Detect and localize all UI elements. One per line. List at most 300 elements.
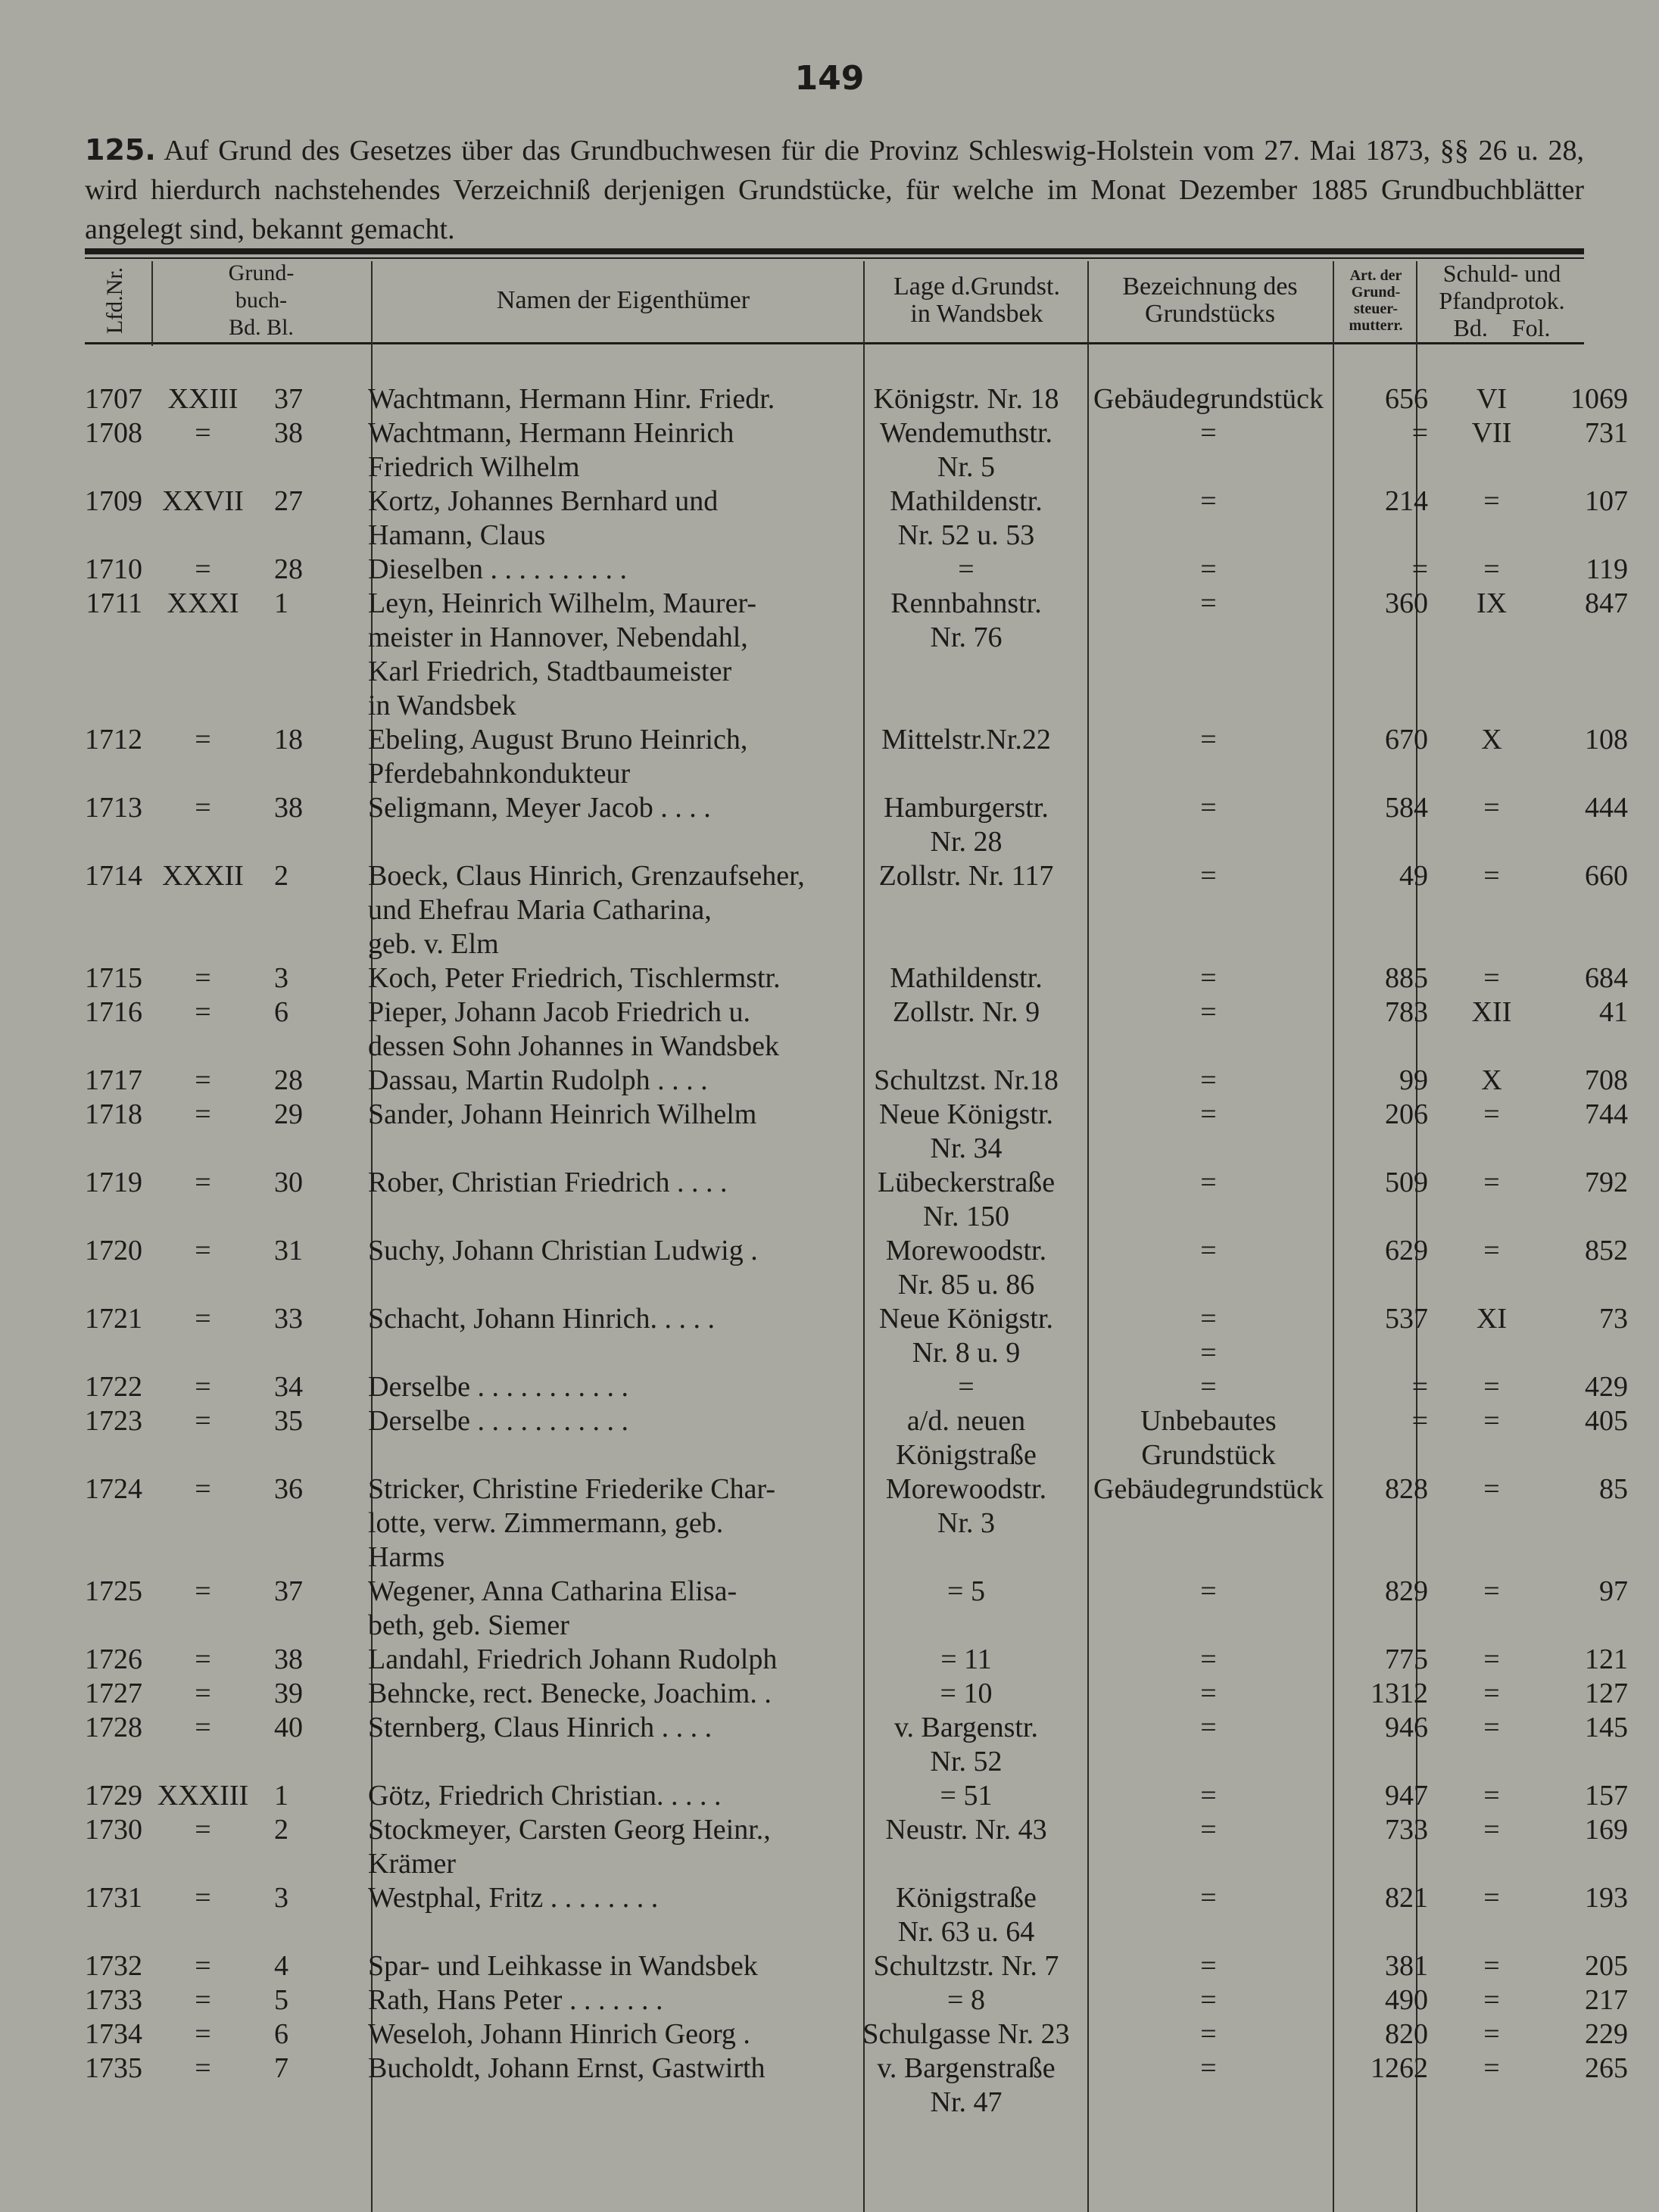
owner-name: Dassau, Martin Rudolph . . . . [368,1064,708,1096]
property-location: = 8 [947,1984,985,2016]
property-location: Schultzst. Nr.18 [874,1064,1059,1096]
schuld-folio: 217 [1585,1984,1628,2016]
row-number: 1734 [85,2018,142,2050]
header-lfd-nr-label: Lfd.Nr. [102,266,128,335]
schuld-band: = [1483,1984,1500,2016]
tax-article: 821 [1385,1882,1428,1914]
schuld-folio: 145 [1585,1712,1628,1743]
schuld-band: = [1483,1405,1500,1437]
schuld-folio: 744 [1585,1098,1628,1130]
grundbuch-band: = [195,1712,211,1743]
owner-name: Wegener, Anna Catharina Elisa- beth, geb. Siemer [368,1575,738,1641]
grundbuch-blatt: 1 [274,587,288,619]
schuld-folio: 731 [1585,417,1628,449]
header-lfd-nr [85,263,145,338]
property-location: Morewoodstr. Nr. 85 u. 86 [885,1235,1047,1301]
schuld-folio: 121 [1585,1643,1628,1675]
schuld-folio: 847 [1585,587,1628,619]
grundbuch-blatt: 7 [274,2052,288,2084]
tax-article: 820 [1385,2018,1428,2050]
grundbuch-blatt: 33 [274,1303,303,1335]
schuld-folio: 85 [1599,1473,1628,1505]
property-location: Schulgasse Nr. 23 [862,2018,1070,2050]
property-designation: = [1200,996,1217,1028]
grundbuch-band: = [195,553,211,585]
grundbuch-band: XXVII [162,485,244,517]
header-top-rule [85,248,1584,254]
schuld-band: XII [1471,996,1512,1028]
header-artikel: Art. der Grund- steuer- mutterr. [1349,267,1403,334]
property-designation: = [1200,587,1217,619]
schuld-folio: 1069 [1570,383,1628,415]
grundbuch-blatt: 5 [274,1984,288,2016]
row-number: 1716 [85,996,142,1028]
row-number: 1729 [85,1780,142,1812]
owner-name: Rober, Christian Friedrich . . . . [368,1167,728,1198]
tax-article: 381 [1385,1950,1428,1982]
schuld-folio: 169 [1585,1814,1628,1846]
property-designation: = [1200,1712,1217,1743]
header-bezeichnung: Bezeichnung des Grundstücks [1122,273,1298,328]
property-designation: = [1200,417,1217,449]
owner-name: Koch, Peter Friedrich, Tischlermstr. [368,962,781,994]
grundbuch-blatt: 6 [274,996,288,1028]
notice-text: Auf Grund des Gesetzes über das Grundbuchwesen für die Provinz Schleswig-Holstein vom 27. Mai 1873, §§ 26 u. 28, wird hierdurch nachstehendes Verzeichniß derjenigen Grundstücke, für welche im Monat Dezember 1885 Grundbuchblätter angelegt sind, bekannt gemacht. [85,135,1584,245]
table-row [85,961,1636,995]
property-location: Königstr. Nr. 18 [873,383,1059,415]
grundbuch-band: = [195,962,211,994]
schuld-band: = [1483,1473,1500,1505]
grundbuch-band: = [195,1098,211,1130]
tax-article: 829 [1385,1575,1428,1607]
grundbuch-band: = [195,724,211,756]
property-location: Zollstr. Nr. 9 [892,996,1040,1028]
row-number: 1726 [85,1643,142,1675]
schuld-folio: 193 [1585,1882,1628,1914]
row-number: 1709 [85,485,142,517]
property-designation: = [1200,792,1217,824]
page-number: 149 [794,59,865,98]
header-bottom-rule [85,342,1584,344]
owner-name: Westphal, Fritz . . . . . . . . [368,1882,659,1914]
row-number: 1730 [85,1814,142,1846]
property-location: Neue Königstr. Nr. 34 [878,1098,1054,1164]
table-row [85,859,1636,961]
property-designation: = [1200,962,1217,994]
property-designation: = [1200,485,1217,517]
row-number: 1731 [85,1882,142,1914]
row-number: 1715 [85,962,142,994]
table-row [85,1949,1636,1983]
grundbuch-band: = [195,1405,211,1437]
schuld-band: = [1483,2018,1500,2050]
tax-article: = [1411,553,1428,585]
property-designation: Gebäudegrundstück [1093,1473,1324,1505]
table-row [85,1302,1636,1370]
schuld-band: = [1483,1678,1500,1709]
tax-article: = [1411,1405,1428,1437]
tax-article: 656 [1385,383,1428,415]
schuld-band: = [1483,1780,1500,1812]
property-location: Mittelstr.Nr.22 [881,724,1051,756]
property-designation: Gebäudegrundstück [1093,383,1324,415]
grundbuch-band: = [195,1643,211,1675]
table-row [85,1166,1636,1234]
schuld-folio: 229 [1585,2018,1628,2050]
property-designation: = [1200,1882,1217,1914]
property-location: Mathildenstr. [890,962,1043,994]
schuld-folio: 660 [1585,860,1628,892]
property-designation: = [1200,1098,1217,1130]
grundbuch-band: = [195,1814,211,1846]
table-row [85,416,1636,484]
row-number: 1719 [85,1167,142,1198]
owner-name: Derselbe . . . . . . . . . . . [368,1371,629,1403]
schuld-band: = [1483,1575,1500,1607]
schuld-band: X [1481,724,1502,756]
grundbuch-band: = [195,1064,211,1096]
owner-name: Seligmann, Meyer Jacob . . . . [368,792,711,824]
grundbuch-blatt: 36 [274,1473,303,1505]
table-row [85,1234,1636,1302]
owner-name: Pieper, Johann Jacob Friedrich u. dessen Sohn Johannes in Wandsbek [368,996,779,1062]
intro-paragraph [85,130,1584,249]
schuld-folio: 265 [1585,2052,1628,2084]
tax-article: 670 [1385,724,1428,756]
grundbuch-blatt: 27 [274,485,303,517]
property-location: a/d. neuen Königstraße [896,1405,1037,1471]
grundbuch-blatt: 3 [274,962,288,994]
grundbuch-blatt: 31 [274,1235,303,1266]
table-row [85,2052,1636,2120]
schuld-folio: 127 [1585,1678,1628,1709]
tax-article: 584 [1385,792,1428,824]
owner-name: Kortz, Johannes Bernhard und Hamann, Claus [368,485,719,551]
grundbuch-band: = [195,1371,211,1403]
property-designation: = [1200,1064,1217,1096]
schuld-folio: 792 [1585,1167,1628,1198]
row-number: 1712 [85,724,142,756]
property-designation: = [1200,1235,1217,1266]
grundbuch-blatt: 6 [274,2018,288,2050]
owner-name: Boeck, Claus Hinrich, Grenzaufseher, und Ehefrau Maria Catharina, geb. v. Elm [368,860,805,960]
property-designation: = [1200,553,1217,585]
header-thin-rule [85,257,1584,259]
schuld-band: VII [1471,417,1512,449]
table-row [85,587,1636,723]
table-row [85,1064,1636,1098]
table-row [85,791,1636,859]
row-number: 1733 [85,1984,142,2016]
owner-name: Behncke, rect. Benecke, Joachim. . [368,1678,772,1709]
schuld-band: = [1483,485,1500,517]
schuld-band: = [1483,860,1500,892]
notice-number: 125. [85,133,156,167]
table-row [85,382,1636,416]
schuld-band: XI [1476,1303,1508,1335]
grundbuch-blatt: 40 [274,1712,303,1743]
schuld-folio: 108 [1585,724,1628,756]
schuld-folio: 205 [1585,1950,1628,1982]
tax-article: 49 [1399,860,1428,892]
table-row [85,1881,1636,1949]
property-location: = 5 [947,1575,985,1607]
tax-article: 783 [1385,996,1428,1028]
grundbuch-blatt: 39 [274,1678,303,1709]
schuld-band: = [1483,1950,1500,1982]
schuld-band: = [1483,553,1500,585]
tax-article: 1262 [1371,2052,1428,2084]
owner-name: Sternberg, Claus Hinrich . . . . [368,1712,713,1743]
property-designation: = [1200,2052,1217,2084]
property-location: = 51 [940,1780,993,1812]
property-location: v. Bargenstr. Nr. 52 [894,1712,1038,1777]
schuld-folio: 41 [1599,996,1628,1028]
grundbuch-blatt: 28 [274,1064,303,1096]
property-location: Neue Königstr. Nr. 8 u. 9 [878,1303,1054,1369]
grundbuch-band: = [195,1303,211,1335]
grundbuch-band: = [195,1575,211,1607]
owner-name: Spar- und Leihkasse in Wandsbek [368,1950,758,1982]
tax-article: 775 [1385,1643,1428,1675]
tax-article: 490 [1385,1984,1428,2016]
property-location: Hamburgerstr. Nr. 28 [884,792,1049,858]
grundbuch-band: = [195,417,211,449]
schuld-band: = [1483,2052,1500,2084]
header-schuld-pfand: Schuld- und Pfandprotok. Bd. Fol. [1439,260,1565,341]
property-designation: = [1200,1984,1217,2016]
grundbuch-blatt: 38 [274,792,303,824]
tax-article: = [1411,417,1428,449]
property-location: Rennbahnstr. Nr. 76 [890,587,1042,653]
owner-name: Landahl, Friedrich Johann Rudolph [368,1643,778,1675]
row-number: 1710 [85,553,142,585]
grundbuch-band: = [195,1950,211,1982]
schuld-band: = [1483,1882,1500,1914]
grundbuch-band: = [195,996,211,1028]
property-designation: = [1200,1167,1217,1198]
schuld-folio: 684 [1585,962,1628,994]
grundbuch-blatt: 18 [274,724,303,756]
schuld-folio: 107 [1585,485,1628,517]
row-number: 1725 [85,1575,142,1607]
property-location: = [958,1371,975,1403]
schuld-folio: 444 [1585,792,1628,824]
owner-name: Ebeling, August Bruno Heinrich, Pferdebahnkondukteur [368,724,748,790]
table-row [85,2017,1636,2052]
grundbuch-band: = [195,792,211,824]
grundbuch-blatt: 28 [274,553,303,585]
owner-name: Suchy, Johann Christian Ludwig . [368,1235,758,1266]
property-location: = 10 [940,1678,993,1709]
owner-name: Sander, Johann Heinrich Wilhelm [368,1098,757,1130]
table-row [85,1575,1636,1643]
property-designation: = [1200,860,1217,892]
header-namen: Namen der Eigenthümer [496,286,750,314]
table-row [85,1404,1636,1472]
schuld-band: = [1483,962,1500,994]
owner-name: Weseloh, Johann Hinrich Georg . [368,2018,750,2050]
tax-article: 828 [1385,1473,1428,1505]
col-divider-1 [151,261,153,346]
grundbuch-blatt: 3 [274,1882,288,1914]
schuld-folio: 73 [1599,1303,1628,1335]
owner-name: Derselbe . . . . . . . . . . . [368,1405,629,1437]
row-number: 1707 [85,383,142,415]
row-number: 1735 [85,2052,142,2084]
schuld-folio: 119 [1586,553,1628,585]
property-table [85,382,1636,2120]
header-grundbuch: Grund- buch- Bd. Bl. [228,260,295,340]
table-row [85,723,1636,791]
grundbuch-band: = [195,2018,211,2050]
row-number: 1720 [85,1235,142,1266]
property-designation: = [1200,1814,1217,1846]
tax-article: 733 [1385,1814,1428,1846]
property-location: Morewoodstr. Nr. 3 [885,1473,1047,1539]
owner-name: Wachtmann, Hermann Hinr. Friedr. [368,383,775,415]
grundbuch-band: XXXIII [157,1780,249,1812]
tax-article: 206 [1385,1098,1428,1130]
property-designation: = [1200,1950,1217,1982]
property-designation: = [1200,1780,1217,1812]
schuld-band: IX [1476,587,1508,619]
table-row [85,1677,1636,1711]
tax-article: 537 [1385,1303,1428,1335]
tax-article: 946 [1385,1712,1428,1743]
grundbuch-blatt: 35 [274,1405,303,1437]
row-number: 1721 [85,1303,142,1335]
grundbuch-blatt: 37 [274,383,303,415]
schuld-folio: 97 [1599,1575,1628,1607]
property-designation: = [1200,2018,1217,2050]
owner-name: Götz, Friedrich Christian. . . . . [368,1780,722,1812]
owner-name: Leyn, Heinrich Wilhelm, Maurer- meister in Hannover, Nebendahl, Karl Friedrich, Stadtbaumeister in Wandsbek [368,587,756,721]
property-location: Wendemuthstr. Nr. 5 [879,417,1053,483]
row-number: 1718 [85,1098,142,1130]
schuld-band: = [1483,1371,1500,1403]
header-lage: Lage d.Grundst. in Wandsbek [893,273,1060,328]
table-row [85,553,1636,587]
tax-article: 99 [1399,1064,1428,1096]
table-row [85,1370,1636,1404]
property-location: Lübeckerstraße Nr. 150 [877,1167,1056,1232]
grundbuch-band: XXIII [167,383,239,415]
grundbuch-band: = [195,1473,211,1505]
grundbuch-blatt: 34 [274,1371,303,1403]
property-location: v. Bargenstraße Nr. 47 [877,2052,1056,2118]
grundbuch-blatt: 29 [274,1098,303,1130]
owner-name: Schacht, Johann Hinrich. . . . . [368,1303,716,1335]
grundbuch-band: = [195,1678,211,1709]
row-number: 1711 [86,587,142,619]
tax-article: 360 [1385,587,1428,619]
grundbuch-band: = [195,1235,211,1266]
schuld-band: = [1483,1167,1500,1198]
grundbuch-band: = [195,1984,211,2016]
row-number: 1722 [85,1371,142,1403]
property-designation: = = [1200,1303,1217,1369]
grundbuch-band: = [195,2052,211,2084]
schuld-band: X [1481,1064,1502,1096]
row-number: 1714 [85,860,142,892]
row-number: 1724 [85,1473,142,1505]
table-row [85,484,1636,553]
owner-name: Stockmeyer, Carsten Georg Heinr., Krämer [368,1814,771,1880]
property-location: Schultzstr. Nr. 7 [873,1950,1059,1982]
grundbuch-blatt: 2 [274,860,288,892]
table-row [85,1098,1636,1166]
tax-article: 214 [1385,485,1428,517]
row-number: 1727 [85,1678,142,1709]
table-row [85,1983,1636,2017]
table-row [85,1813,1636,1881]
owner-name: Rath, Hans Peter . . . . . . . [368,1984,663,2016]
grundbuch-band: XXXI [167,587,239,619]
table-row [85,1472,1636,1575]
owner-name: Wachtmann, Hermann Heinrich Friedrich Wilhelm [368,417,734,483]
grundbuch-blatt: 2 [274,1814,288,1846]
grundbuch-blatt: 38 [274,417,303,449]
tax-article: 1312 [1371,1678,1428,1709]
owner-name: Stricker, Christine Friederike Char- lotte, verw. Zimmermann, geb. Harms [368,1473,776,1573]
grundbuch-blatt: 38 [274,1643,303,1675]
schuld-folio: 708 [1585,1064,1628,1096]
schuld-band: = [1483,1235,1500,1266]
schuld-folio: 852 [1585,1235,1628,1266]
row-number: 1728 [85,1712,142,1743]
row-number: 1732 [85,1950,142,1982]
tax-article: 947 [1385,1780,1428,1812]
schuld-band: = [1483,1643,1500,1675]
table-row [85,1643,1636,1677]
property-designation: = [1200,1371,1217,1403]
schuld-folio: 405 [1585,1405,1628,1437]
schuld-band: = [1483,1712,1500,1743]
row-number: 1723 [85,1405,142,1437]
schuld-folio: 429 [1585,1371,1628,1403]
property-designation: = [1200,1575,1217,1607]
schuld-band: = [1483,792,1500,824]
property-designation: Unbebautes Grundstück [1140,1405,1277,1471]
table-row [85,995,1636,1064]
schuld-band: = [1483,1814,1500,1846]
grundbuch-blatt: 37 [274,1575,303,1607]
schuld-band: VI [1476,383,1508,415]
owner-name: Dieselben . . . . . . . . . . [368,553,627,585]
grundbuch-blatt: 4 [274,1950,288,1982]
grundbuch-blatt: 30 [274,1167,303,1198]
property-designation: = [1200,724,1217,756]
property-location: = 11 [940,1643,992,1675]
schuld-band: = [1483,1098,1500,1130]
row-number: 1717 [85,1064,142,1096]
table-row [85,1779,1636,1813]
property-location: Neustr. Nr. 43 [885,1814,1047,1846]
property-location: = [958,553,975,585]
property-table-body [85,382,1636,2120]
property-location: Königstraße Nr. 63 u. 64 [896,1882,1037,1948]
tax-article: 509 [1385,1167,1428,1198]
grundbuch-blatt: 1 [274,1780,288,1812]
tax-article: = [1411,1371,1428,1403]
owner-name: Bucholdt, Johann Ernst, Gastwirth [368,2052,766,2084]
row-number: 1713 [85,792,142,824]
grundbuch-band: = [195,1882,211,1914]
tax-article: 885 [1385,962,1428,994]
row-number: 1708 [85,417,142,449]
grundbuch-band: = [195,1167,211,1198]
